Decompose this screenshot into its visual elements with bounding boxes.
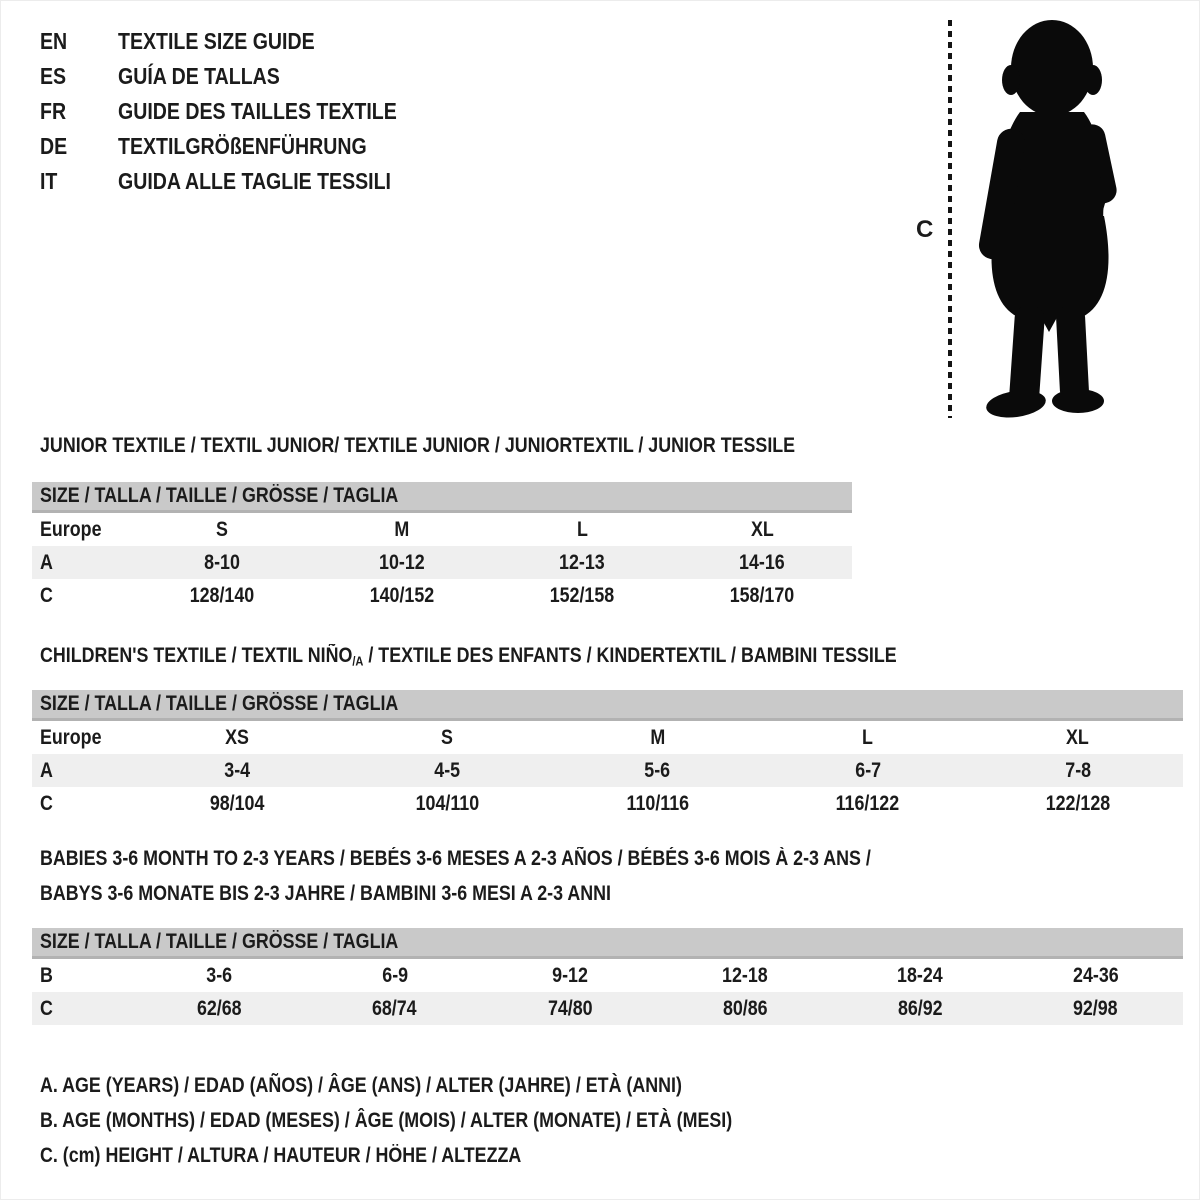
babies-size-table bbox=[32, 928, 1183, 1025]
language-title-list bbox=[40, 24, 446, 199]
age-cell: 5-6 bbox=[644, 758, 671, 782]
language-code: DE bbox=[40, 133, 68, 159]
note-age-months: B. AGE (MONTHS) / EDAD (MESES) / ÂGE (MOIS) / ALTER (MONATE) / ETÀ (MESI) bbox=[40, 1109, 733, 1132]
list-item bbox=[40, 129, 446, 164]
size-cell: XL bbox=[1066, 725, 1090, 749]
list-item bbox=[40, 59, 446, 94]
size-cell: XS bbox=[225, 725, 250, 749]
row-label: C bbox=[40, 583, 53, 607]
size-table-header-bar: SIZE / TALLA / TAILLE / GRÖSSE / TAGLIA bbox=[32, 690, 1183, 721]
months-cell: 3-6 bbox=[206, 963, 233, 987]
language-code: IT bbox=[40, 168, 58, 194]
size-cell: L bbox=[576, 517, 588, 541]
row-label: Europe bbox=[40, 517, 102, 541]
table-row-age bbox=[32, 754, 1183, 787]
age-cell: 6-7 bbox=[854, 758, 881, 782]
height-cell: 116/122 bbox=[835, 791, 900, 815]
table-row-height bbox=[32, 992, 1183, 1025]
row-label: Europe bbox=[40, 725, 102, 749]
table-row-age bbox=[32, 546, 852, 579]
height-cell: 80/86 bbox=[722, 996, 768, 1020]
size-cell: S bbox=[441, 725, 454, 749]
height-cell: 68/74 bbox=[372, 996, 418, 1020]
months-cell: 6-9 bbox=[381, 963, 408, 987]
note-height-cm: C. (cm) HEIGHT / ALTURA / HAUTEUR / HÖHE / ALTEZZA bbox=[40, 1144, 522, 1167]
age-cell: 3-4 bbox=[224, 758, 251, 782]
height-measure-label: C bbox=[916, 216, 934, 243]
row-label: A bbox=[40, 758, 53, 782]
language-code: FR bbox=[40, 98, 67, 124]
toddler-silhouette-icon bbox=[962, 16, 1138, 420]
height-cell: 86/92 bbox=[897, 996, 943, 1020]
guide-title: TEXTILGRÖßENFÜHRUNG bbox=[118, 133, 367, 159]
legend-notes bbox=[40, 1068, 854, 1173]
age-cell: 10-12 bbox=[379, 550, 425, 574]
size-cell: S bbox=[216, 517, 228, 541]
babies-section-title: BABIES 3-6 MONTH TO 2-3 YEARS / BEBÉS 3-6 MESES A 2-3 AÑOS / BÉBÉS 3-6 MOIS À 2-3 ANS / BABYS 3-6 MONATE BIS 2-3 JAHRE / BAMBINI 3-6 MESI A 2-3 ANNI bbox=[40, 847, 871, 905]
months-cell: 18-24 bbox=[897, 963, 944, 987]
height-cell: 140/152 bbox=[369, 583, 435, 607]
height-cell: 74/80 bbox=[547, 996, 593, 1020]
age-cell: 4-5 bbox=[434, 758, 461, 782]
list-item bbox=[40, 94, 446, 129]
age-cell: 12-13 bbox=[559, 550, 605, 574]
note-age-years: A. AGE (YEARS) / EDAD (AÑOS) / ÂGE (ANS) / ALTER (JAHRE) / ETÀ (ANNI) bbox=[40, 1074, 682, 1097]
table-row-europe bbox=[32, 721, 1183, 754]
guide-title: GUÍA DE TALLAS bbox=[118, 63, 280, 89]
children-section-title: CHILDREN'S TEXTILE / TEXTIL $NIÑO_{/A}$ / TEXTILE DES ENFANTS / KINDERTEXTIL / BAMBINI TESSILE bbox=[40, 644, 897, 669]
size-cell: L bbox=[862, 725, 874, 749]
row-label: C bbox=[40, 791, 53, 815]
months-cell: 24-36 bbox=[1072, 963, 1119, 987]
list-item bbox=[40, 164, 446, 199]
children-size-table bbox=[32, 690, 1183, 820]
language-code: ES bbox=[40, 63, 67, 89]
list-item bbox=[40, 24, 446, 59]
height-cell: 122/128 bbox=[1045, 791, 1111, 815]
height-cell: 104/110 bbox=[415, 791, 480, 815]
junior-size-table bbox=[32, 482, 852, 612]
months-cell: 12-18 bbox=[722, 963, 768, 987]
height-cell: 62/68 bbox=[197, 996, 242, 1020]
height-measure-dashed-line bbox=[948, 20, 952, 418]
size-cell: XL bbox=[750, 517, 774, 541]
age-cell: 14-16 bbox=[739, 550, 785, 574]
table-row-europe bbox=[32, 513, 852, 546]
row-label: A bbox=[40, 550, 53, 574]
months-cell: 9-12 bbox=[552, 963, 588, 987]
size-cell: M bbox=[394, 517, 410, 541]
age-cell: 7-8 bbox=[1065, 758, 1091, 782]
junior-section-title: JUNIOR TEXTILE / TEXTIL JUNIOR/ TEXTILE JUNIOR / JUNIORTEXTIL / JUNIOR TESSILE bbox=[40, 434, 796, 457]
height-cell: 110/116 bbox=[626, 791, 689, 815]
row-label: C bbox=[40, 996, 53, 1020]
guide-title: TEXTILE SIZE GUIDE bbox=[118, 28, 315, 54]
age-cell: 8-10 bbox=[204, 550, 240, 574]
guide-title: GUIDE DES TAILLES TEXTILE bbox=[118, 98, 397, 124]
table-row-height bbox=[32, 579, 852, 612]
height-cell: 152/158 bbox=[549, 583, 615, 607]
title-subscript: /A bbox=[352, 653, 364, 669]
language-code: EN bbox=[40, 28, 68, 54]
size-cell: M bbox=[650, 725, 665, 749]
height-cell: 98/104 bbox=[209, 791, 265, 815]
height-cell: 92/98 bbox=[1073, 996, 1118, 1020]
size-table-header-bar: SIZE / TALLA / TAILLE / GRÖSSE / TAGLIA bbox=[32, 482, 852, 513]
table-row-months bbox=[32, 959, 1183, 992]
height-cell: 128/140 bbox=[189, 583, 255, 607]
table-row-height bbox=[32, 787, 1183, 820]
guide-title: GUIDA ALLE TAGLIE TESSILI bbox=[118, 168, 391, 194]
height-cell: 158/170 bbox=[729, 583, 795, 607]
size-table-header-bar: SIZE / TALLA / TAILLE / GRÖSSE / TAGLIA bbox=[32, 928, 1183, 959]
row-label: B bbox=[40, 963, 53, 987]
